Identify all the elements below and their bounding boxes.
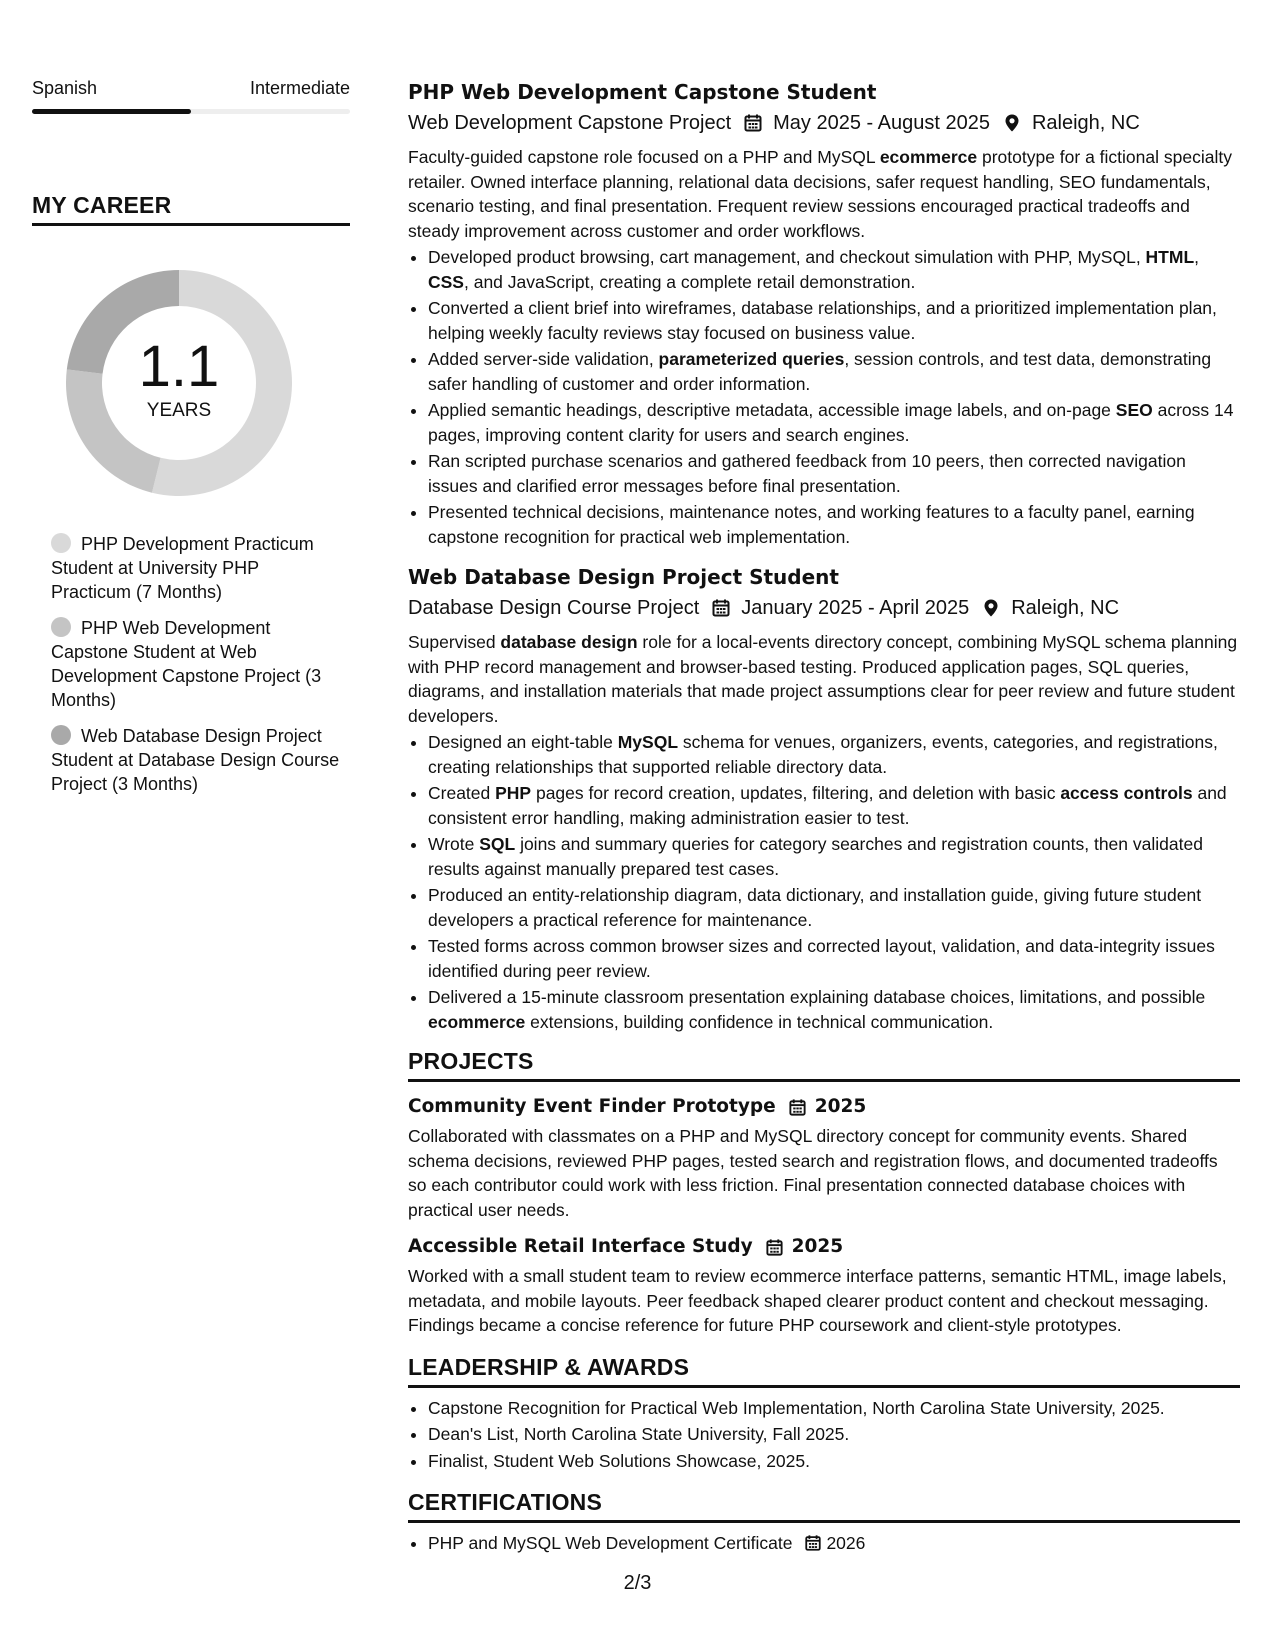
calendar-icon: [788, 1098, 807, 1117]
role-bullets: [408, 245, 1240, 549]
main-content: [408, 78, 1240, 1558]
project-name: Accessible Retail Interface Study: [408, 1236, 753, 1257]
calendar-icon: [743, 113, 763, 133]
role-dates: May 2025 - August 2025: [773, 112, 990, 134]
career-total-years: 1.1: [138, 334, 220, 399]
project-description: Collaborated with classmates on a PHP and MySQL directory concept for community events. Shared schema decisions, reviewed PHP pages, tested search and registration flows, and documented tradeoffs so each contributor could work with less friction. Final presentation connected database choices with practical user needs.: [408, 1126, 1218, 1220]
certifications-section: [408, 1489, 1240, 1556]
legend-swatch: [51, 533, 71, 553]
language-skill: [32, 78, 350, 114]
legend-label: PHP Development Practicum Student at University PHP Practicum (7 Months): [51, 534, 314, 602]
experience-entry: [408, 78, 1240, 549]
list-item: • Produced an entity-relationship diagram, data dictionary, and installation guide, giving future student developers a practical reference for maintenance.: [428, 883, 1240, 932]
list-item: • Added server-side validation, parameterized queries, session controls, and test data, demonstrating safer handling of customer and order information.: [428, 347, 1240, 396]
role-organization: Database Design Course Project: [408, 597, 700, 619]
calendar-icon: [765, 1238, 784, 1257]
career-legend-item: [51, 616, 341, 712]
certificate-year: 2026: [826, 1533, 866, 1553]
leadership-list: [408, 1396, 1240, 1474]
role-dates: January 2025 - April 2025: [741, 597, 970, 619]
certifications-title: CERTIFICATIONS: [408, 1489, 1240, 1523]
list-item: [428, 1531, 1240, 1556]
list-item: • Presented technical decisions, maintenance notes, and working features to a faculty panel, earning capstone recognition for practical web implementation.: [428, 500, 1240, 549]
list-item: • Tested forms across common browser sizes and corrected layout, validation, and data-integrity issues identified during peer review.: [428, 934, 1240, 983]
career-total-unit: YEARS: [146, 400, 212, 421]
project-name: Community Event Finder Prototype: [408, 1096, 776, 1117]
map-pin-icon: [1002, 113, 1022, 133]
list-item: • Ran scripted purchase scenarios and gathered feedback from 10 peers, then corrected navigation issues and clarified error messages before final presentation.: [428, 449, 1240, 498]
experience-entry: [408, 563, 1240, 1034]
project-entry: [408, 1234, 1240, 1338]
list-item: • Applied semantic headings, descriptive metadata, accessible image labels, and on-page SEO across 14 pages, improving content clarity for users and search engines.: [428, 398, 1240, 447]
projects-section: [408, 1048, 1240, 1338]
career-legend-item: [51, 724, 341, 796]
map-pin-icon: [981, 598, 1001, 618]
career-legend: [51, 532, 341, 796]
calendar-icon: [711, 598, 731, 618]
certificate-name: • PHP and MySQL Web Development Certificate: [428, 1533, 793, 1553]
role-location: Raleigh, NC: [1011, 597, 1120, 619]
certifications-list: [408, 1531, 1240, 1556]
list-item: • Dean's List, North Carolina State University, Fall 2025.: [428, 1422, 1240, 1447]
career-donut-chart: [66, 270, 292, 496]
role-title: PHP Web Development Capstone Student: [408, 80, 877, 104]
legend-swatch: [51, 617, 71, 637]
list-item: • Capstone Recognition for Practical Web Implementation, North Carolina State University, 2025.: [428, 1396, 1240, 1421]
legend-label: PHP Web Development Capstone Student at Web Development Capstone Project (3 Months): [51, 618, 322, 710]
role-location: Raleigh, NC: [1031, 112, 1140, 134]
language-proficiency-bar: [32, 109, 350, 114]
sidebar: [32, 78, 350, 808]
leadership-section: [408, 1354, 1240, 1474]
leadership-title: LEADERSHIP & AWARDS: [408, 1354, 1240, 1388]
role-organization: Web Development Capstone Project: [408, 112, 732, 134]
calendar-icon: [804, 1534, 822, 1552]
project-description: Worked with a small student team to review ecommerce interface patterns, semantic HTML, image labels, metadata, and mobile layouts. Peer feedback shaped clearer product content and checkout messaging. Findings became a concise reference for future PHP coursework and client-style prototypes.: [408, 1266, 1227, 1335]
language-level: Intermediate: [249, 78, 350, 98]
page-number: 2/3: [623, 1572, 652, 1594]
list-item: • Finalist, Student Web Solutions Showcase, 2025.: [428, 1449, 1240, 1474]
role-bullets: [408, 730, 1240, 1034]
project-year: 2025: [791, 1236, 844, 1257]
career-section-title: MY CAREER: [32, 192, 350, 226]
role-description: Supervised database design role for a local-events directory concept, combining MySQL schema planning with PHP record management and browser-based testing. Produced application pages, SQL queries, diagrams, and installation materials that made project assumptions clear for peer review and future student developers.: [408, 632, 1238, 726]
language-name: Spanish: [32, 78, 98, 98]
project-entry: [408, 1094, 1240, 1222]
role-description: Faculty-guided capstone role focused on a PHP and MySQL ecommerce prototype for a fictional specialty retailer. Owned interface planning, relational data decisions, safer request handling, SEO fundamentals, scenario testing, and final presentation. Frequent review sessions encouraged practical tradeoffs and steady improvement across customer and order workflows.: [408, 147, 1232, 241]
legend-label: Web Database Design Project Student at Database Design Course Project (3 Months): [51, 726, 340, 794]
list-item: • Converted a client brief into wireframes, database relationships, and a prioritized implementation plan, helping weekly faculty reviews stay focused on business value.: [428, 296, 1240, 345]
list-item: • Created PHP pages for record creation, updates, filtering, and deletion with basic access controls and consistent error handling, making administration easier to test.: [428, 781, 1240, 830]
language-proficiency-fill: [32, 109, 191, 114]
role-meta: [408, 594, 1240, 622]
project-year: 2025: [814, 1096, 867, 1117]
list-item: • Developed product browsing, cart management, and checkout simulation with PHP, MySQL, HTML, CSS, and JavaScript, creating a complete retail demonstration.: [428, 245, 1240, 294]
role-meta: [408, 109, 1240, 137]
role-title: Web Database Design Project Student: [408, 565, 839, 589]
projects-title: PROJECTS: [408, 1048, 1240, 1082]
list-item: • Delivered a 15-minute classroom presentation explaining database choices, limitations, and possible ecommerce extensions, building confidence in technical communication.: [428, 985, 1240, 1034]
list-item: • Designed an eight-table MySQL schema for venues, organizers, events, categories, and registrations, creating relationships that supported reliable directory data.: [428, 730, 1240, 779]
legend-swatch: [51, 725, 71, 745]
list-item: • Wrote SQL joins and summary queries for category searches and registration counts, then validated results against manually prepared test cases.: [428, 832, 1240, 881]
career-legend-item: [51, 532, 341, 604]
